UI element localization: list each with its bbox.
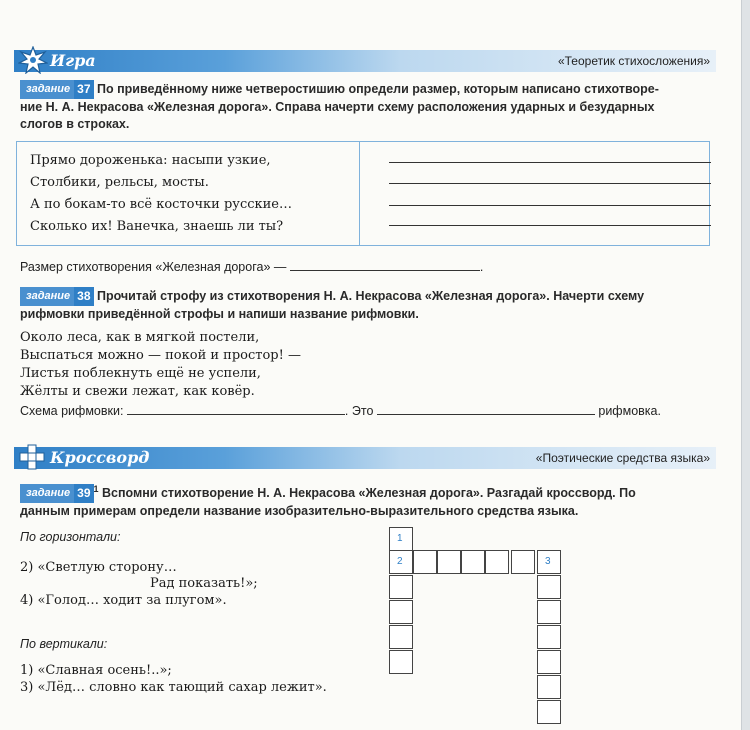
crossword-cell[interactable]: [537, 550, 561, 574]
task-text-line: По приведённому ниже четверостишию определи размер, которым написано стихотворе-: [96, 81, 659, 96]
stanza-line: Жёлты и свежи лежат, как ковёр.: [20, 384, 255, 399]
stanza-line: Выспаться можно — покой и простор! —: [20, 348, 301, 363]
scheme-answer-line[interactable]: [389, 183, 711, 184]
crossword-grid-icon: [18, 443, 48, 471]
scheme-answer-line[interactable]: [389, 162, 711, 163]
poem-line: Прямо дороженька: насыпи узкие,: [30, 153, 271, 168]
crossword-cell[interactable]: [389, 527, 413, 551]
crossword-cell[interactable]: [389, 550, 413, 574]
task38-text: [20, 287, 712, 323]
task-badge: задание: [20, 287, 74, 306]
crossword-cell[interactable]: [389, 650, 413, 674]
crossword-cell[interactable]: [461, 550, 485, 574]
crossword-cell[interactable]: [537, 575, 561, 599]
rhyme-scheme-row: Схема рифмовки: . Это рифмовка.: [20, 404, 661, 418]
poem-column: [17, 142, 360, 245]
crossword-title: Кроссворд: [50, 448, 150, 467]
task-number: 39: [74, 484, 93, 503]
crossword-cell[interactable]: [389, 575, 413, 599]
crossword-cell[interactable]: [389, 600, 413, 624]
stanza: [20, 329, 301, 401]
cell-number: 2: [397, 556, 403, 567]
horizontal-heading: По горизонтали:: [20, 530, 121, 544]
meter-answer-row: Размер стихотворения «Железная дорога» — .: [20, 260, 484, 274]
task-text-line: данным примерам определи название изобразительно-выразительного средства языка.: [20, 504, 579, 519]
poem-box: [16, 141, 710, 246]
task-superscript: 1: [93, 484, 99, 494]
poem-line: Сколько их! Ванечка, знаешь ли ты?: [30, 219, 284, 234]
crossword-cell[interactable]: [437, 550, 461, 574]
game-theme: «Теоретик стихосложения»: [557, 54, 710, 68]
task-badge: задание: [20, 484, 74, 503]
game-title: Игра: [50, 51, 96, 70]
clue-line: 1) «Славная осень!..»;: [20, 663, 172, 678]
rhyme-scheme-label: Схема рифмовки:: [20, 404, 124, 418]
game-banner: [14, 50, 716, 72]
poem-line: Столбики, рельсы, мосты.: [30, 175, 209, 190]
rhyme-name-field[interactable]: [377, 414, 595, 415]
cell-number: 1: [397, 533, 403, 544]
page-edge: [741, 0, 750, 730]
task-number: 38: [74, 287, 93, 306]
stanza-line: Листья поблекнуть ещё не успели,: [20, 366, 261, 381]
crossword-cell[interactable]: [537, 675, 561, 699]
crossword-theme: «Поэтические средства языка»: [535, 451, 710, 465]
crossword-cell[interactable]: [537, 650, 561, 674]
crossword-cell[interactable]: [537, 700, 561, 724]
crossword-cell[interactable]: [537, 600, 561, 624]
clue-line: 2) «Светлую сторону…: [20, 560, 177, 575]
crossword-cell[interactable]: [389, 625, 413, 649]
task-text-line: слогов в строках.: [20, 117, 130, 131]
task37-text: [20, 80, 712, 133]
clue-line: Рад показать!»;: [150, 576, 258, 591]
crossword-cell[interactable]: [485, 550, 509, 574]
task-text-line: рифмовки приведённой строфы и напиши название рифмовки.: [20, 307, 419, 321]
star-burst-icon: [18, 46, 48, 74]
task-text-line: Прочитай строфу из стихотворения Н. А. Некрасова «Железная дорога». Начерти схему: [96, 288, 645, 303]
task-text-line: Вспомни стихотворение Н. А. Некрасова «Железная дорога». Разгадай кроссворд. По: [102, 486, 636, 501]
rhyme-this-label: Это: [351, 404, 374, 418]
task-number: 37: [74, 80, 93, 99]
crossword-cell[interactable]: [537, 625, 561, 649]
crossword-cell[interactable]: [511, 550, 535, 574]
rhyme-suffix-label: рифмовка.: [598, 404, 661, 418]
meter-answer-label: Размер стихотворения «Железная дорога» —: [20, 260, 287, 274]
scheme-answer-line[interactable]: [389, 225, 711, 226]
stanza-line: Около леса, как в мягкой постели,: [20, 330, 260, 345]
clue-line: 3) «Лёд… словно как тающий сахар лежит».: [20, 680, 327, 695]
task39-text: [20, 481, 712, 520]
task-text-line: ние Н. А. Некрасова «Железная дорога». Справа начерти схему расположения ударных и безударных: [20, 100, 655, 114]
cell-number: 3: [545, 556, 551, 567]
rhyme-scheme-field[interactable]: [127, 414, 345, 415]
scheme-answer-line[interactable]: [389, 205, 711, 206]
poem-line: А по бокам-то всё косточки русские…: [30, 197, 292, 212]
vertical-heading: По вертикали:: [20, 637, 108, 651]
task-badge: задание: [20, 80, 74, 99]
crossword-banner: [14, 447, 716, 469]
meter-answer-field[interactable]: [290, 270, 480, 271]
clue-line: 4) «Голод… ходит за плугом».: [20, 593, 227, 608]
crossword-cell[interactable]: [413, 550, 437, 574]
